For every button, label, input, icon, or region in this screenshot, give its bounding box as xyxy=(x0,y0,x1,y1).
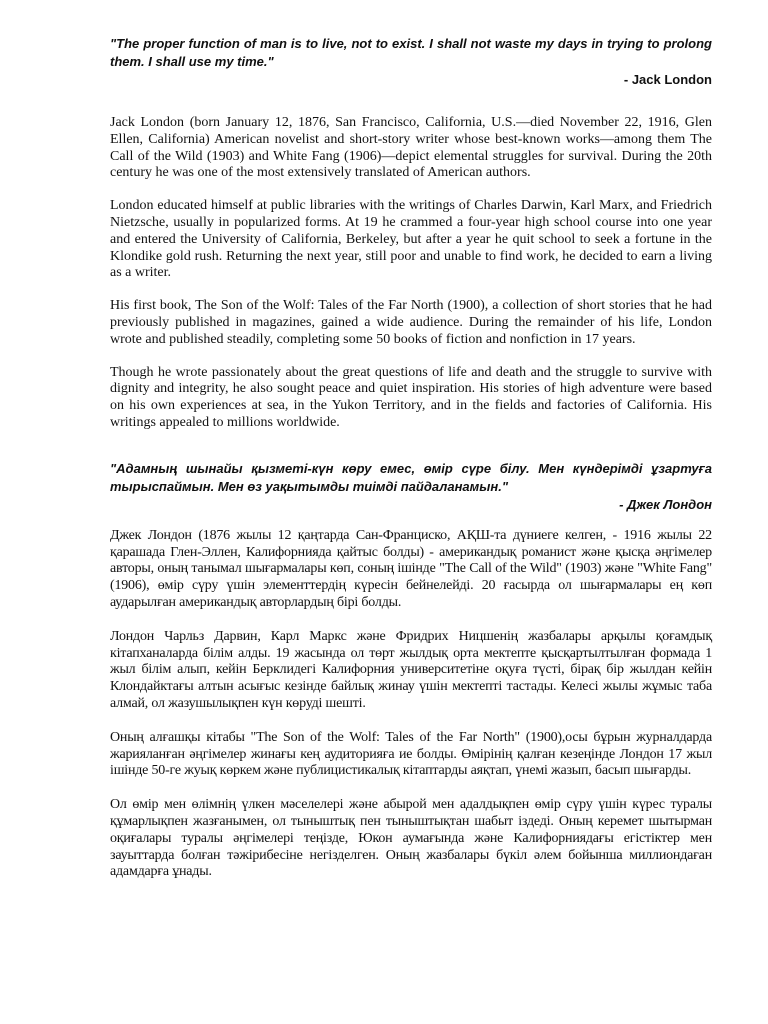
english-attribution: - Jack London xyxy=(623,72,712,87)
kazakh-quote-block xyxy=(110,460,712,514)
english-quote: "The proper function of man is to live, not to exist. I shall not waste my days in trying to prolong them. I shall use my time." xyxy=(110,36,712,69)
kazakh-paragraph-3: Оның алғашқы кітабы "The Son of the Wolf: Tales of the Far North" (1900),осы бұрын журналдарда жарияланған әңгімелер жинағы кең аудиторияға ие болды. Өмірінің қалған кезеңінде Лондон 17 жыл ішінде 50-ге жуық көркем және публицистикалық кітаптарды аяқтап, үнемі жазып, басып шығарды. xyxy=(110,729,712,779)
kazakh-quote: "Адамның шынайы қызметі-күн көру емес, өмір сүре білу. Мен күндерімді ұзартуға тырыспаймын. Мен өз уақытымды тиімді пайдаланамын." xyxy=(110,460,712,494)
english-quote-block xyxy=(110,35,712,89)
kazakh-paragraph-4: Ол өмір мен өлімнің үлкен мәселелері және абырой мен адалдықпен өмір сүру үшін күрес туралы құмарлықпен жазғанымен, ол тыныштық пен тыныштықтан шабыт іздеді. Оның керемет шытырман оқиғалары туралы әңгімелері теңізде, Юкон аумағында және Калифорниядағы егістіктер мен зауыттарда болған тәжірибесіне негізделген. Оның жазбалары бүкіл әлем бойынша миллиондаған адамдарға ұнады. xyxy=(110,797,712,880)
kazakh-attribution: - Джек Лондон xyxy=(619,496,712,512)
english-section xyxy=(110,35,712,432)
kazakh-paragraph-1: Джек Лондон (1876 жылы 12 қаңтарда Сан-Франциско, АҚШ-та дүниеге келген, - 1916 жылы 22 қарашада Глен-Эллен, Калифорнияда қайтыс болды) - американдық романист және қысқа әңгімелер авторы, оның танымал шығармалары көп, соның ішінде "The Call of the Wild" (1903) және "White Fang" (1906), өмір сүру үшін элементтердің күресін бейнелейді. 20 ғасырда ол шығармалары ең көп аударылған американдық авторлардың бірі болды. xyxy=(110,527,712,610)
english-paragraph-4: Though he wrote passionately about the great questions of life and death and the struggle to survive with dignity and integrity, he also sought peace and quiet inspiration. His stories of high adventure were based on his own experiences at sea, in the Yukon Territory, and in the fields and factories of California. His writings appealed to millions worldwide. xyxy=(110,364,712,430)
kazakh-section xyxy=(110,460,712,881)
english-paragraph-3: His first book, The Son of the Wolf: Tales of the Far North (1900), a collection of short stories that he had previously published in magazines, gained a wide audience. During the remainder of his life, London wrote and published steadily, completing some 50 books of fiction and nonfiction in 17 years. xyxy=(110,298,712,347)
english-paragraph-2: London educated himself at public libraries with the writings of Charles Darwin, Karl Marx, and Friedrich Nietzsche, usually in popularized forms. At 19 he crammed a four-year high school course into one year and entered the University of California, Berkeley, but after a year he quit school to seek a fortune in the Klondike gold rush. Returning the next year, still poor and unable to find work, he decided to earn a living as a writer. xyxy=(110,198,712,281)
english-paragraph-1: Jack London (born January 12, 1876, San Francisco, California, U.S.—died November 22, 1916, Glen Ellen, California) American novelist and short-story writer whose best-known works—among them The Call of the Wild (1903) and White Fang (1906)—depict elemental struggles for survival. During the 20th century he was one of the most extensively translated of American authors. xyxy=(110,115,712,181)
kazakh-paragraph-2: Лондон Чарльз Дарвин, Карл Маркс және Фридрих Ницшенің жазбалары арқылы қоғамдық кітапханаларда білім алды. 19 жасында ол төрт жылдық орта мектепте қысқартылтылған формада 1 жыл білім алып, кейін Берклидегі Калифорния университетіне оқуға түсті, бірақ бір жылдан кейін Клондайктағы алтын асығыс кезінде байлық жинау үшін мектепті тастады. Келесі жылы жұмыс таба алмай, ол жазушылықпен күн көруді шешті. xyxy=(110,628,712,711)
document-page xyxy=(110,35,712,898)
